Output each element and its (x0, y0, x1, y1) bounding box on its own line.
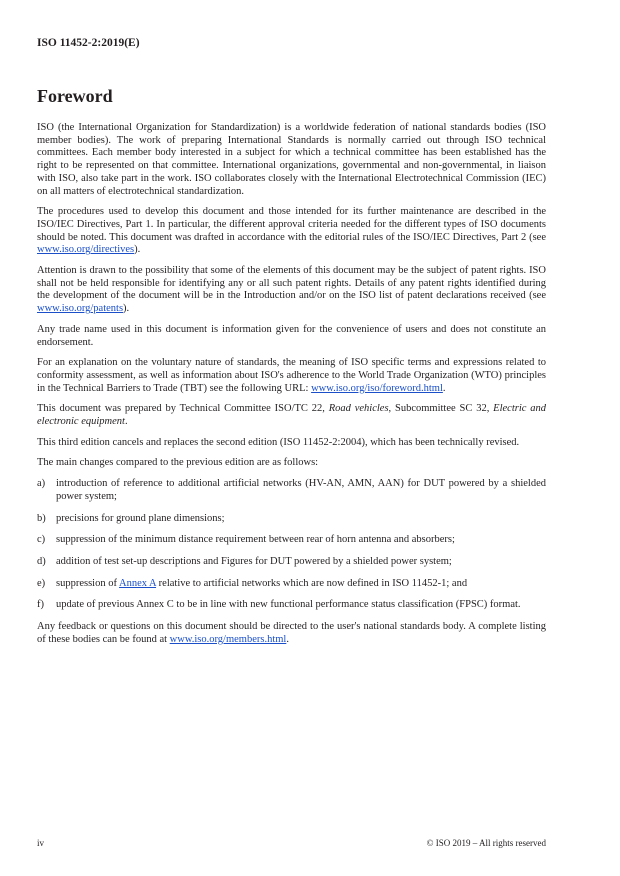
paragraph-committee (37, 403, 546, 428)
text: This document was prepared by Technical Committee ISO/TC 22, (37, 403, 329, 415)
text: . (442, 382, 446, 394)
list-text: suppression of the minimum distance requirement between rear of horn antenna and absorbers; (56, 534, 455, 546)
list-text: introduction of reference to additional artificial networks (HV-AN, AMN, AAN) for DUT powered by a shielded power system; (56, 478, 546, 502)
paragraph-patents (37, 265, 546, 316)
list-item (37, 556, 546, 569)
text: . (124, 416, 128, 428)
paragraph-edition: This third edition cancels and replaces the second edition (ISO 11452-2:2004), which has been technically revised. (37, 436, 520, 448)
paragraph-iso-intro: ISO (the International Organization for Standardization) is a worldwide federation of national standards bodies (ISO member bodies). The work of preparing International Standards is normally carried out through ISO technical committees. Each member body interested in a subject for which a technical committee has been established has the right to be represented on that committee. International organizations, governmental and non-governmental, in liaison with ISO, also take part in the work. ISO collaborates closely with the International Electrotechnical Commission (IEC) on all matters of electrotechnical standardization. (37, 122, 546, 197)
list-text: addition of test set-up descriptions and Figures for DUT powered by a shielded power system; (56, 555, 452, 567)
list-marker: b) (37, 512, 46, 524)
list-item (37, 534, 546, 547)
list-item (37, 599, 546, 612)
list-item (37, 513, 546, 526)
link-patents[interactable]: www.iso.org/patents (37, 303, 124, 315)
link-members[interactable]: www.iso.org/members.html (169, 633, 287, 645)
list-item (37, 578, 546, 591)
paragraph-feedback (37, 621, 546, 646)
list-marker: c) (37, 534, 46, 546)
text: Any feedback or questions on this document should be directed to the user's national standards body. A complete listing of these bodies can be found at (37, 621, 546, 645)
copyright-notice: © ISO 2019 – All rights reserved (426, 838, 546, 848)
document-id-header: ISO 11452-2:2019(E) (37, 37, 140, 49)
list-text: update of previous Annex C to be in line with new functional performance status classification (FPSC) format. (56, 599, 521, 611)
text: The procedures used to develop this document and those intended for its further maintenance are described in the ISO/IEC Directives, Part 1. In particular, the different approval criteria needed for the different types of ISO documents should be noted. This document was drafted in accordance with the editorial rules of the ISO/IEC Directives, Part 2 (see (37, 206, 546, 243)
paragraph-voluntary (37, 357, 546, 395)
paragraph-trade-name: Any trade name used in this document is information given for the convenience of users and does not constitute an endorsement. (37, 323, 546, 348)
list-text (56, 578, 546, 591)
text: relative to artificial networks which are now defined in ISO 11452-1; and (156, 577, 468, 589)
list-text: precisions for ground plane dimensions; (56, 512, 225, 524)
link-annex-a[interactable]: Annex A (119, 577, 157, 589)
list-marker: e) (37, 577, 46, 589)
subcommittee-name: Electric and electronic equipment (37, 403, 546, 428)
list-item (37, 478, 546, 503)
text: ). (123, 303, 130, 315)
text: . (286, 633, 289, 645)
list-marker: a) (37, 478, 46, 490)
link-foreword[interactable]: www.iso.org/iso/foreword.html (311, 382, 443, 394)
text: , Subcommittee SC 32, (388, 403, 494, 415)
page-title: Foreword (37, 86, 113, 106)
committee-name: Road vehicles (328, 403, 389, 415)
changes-list (37, 478, 546, 612)
link-directives[interactable]: www.iso.org/directives (37, 244, 135, 256)
list-marker: d) (37, 555, 46, 567)
foreword-body (37, 122, 546, 655)
list-marker: f) (37, 599, 44, 611)
paragraph-changes-intro: The main changes compared to the previous edition are as follows: (37, 457, 319, 469)
paragraph-procedures (37, 206, 546, 257)
text: Attention is drawn to the possibility that some of the elements of this document may be the subject of patent rights. ISO shall not be held responsible for identifying any or all such patent rights. Details of any patent rights identified during the development of the document will be in the Introduction and/or on the ISO list of patent declarations received (see (37, 265, 546, 302)
page-footer (37, 838, 546, 848)
page-number: iv (37, 838, 45, 848)
text: suppression of (56, 577, 119, 589)
text: For an explanation on the voluntary nature of standards, the meaning of ISO specific terms and expressions related to conformity assessment, as well as information about ISO's adherence to the World Trade Organization (WTO) principles in the Technical Barriers to Trade (TBT) see the following URL: (37, 357, 546, 394)
text: ). (134, 244, 141, 256)
